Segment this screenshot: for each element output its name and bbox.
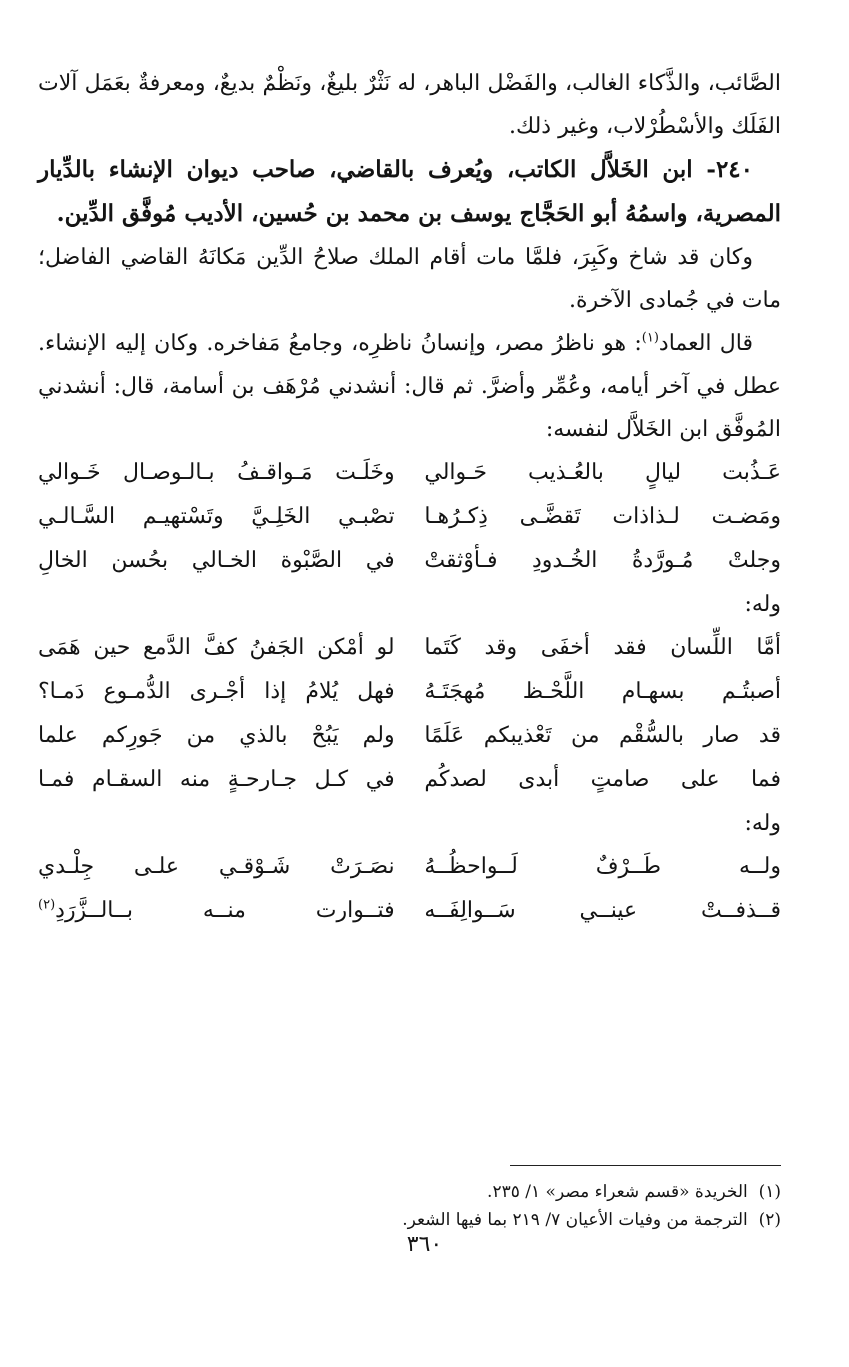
paragraph-1: الصَّائب، والذَّكاء الغالب، والفَضْل الباهر، له نَثْرٌ بليغٌ، ونَظْمٌ بديعٌ، ومعرفةٌ بعَمَل آلات الفَلَك والأسْطُرْلاب، وغير ذلك. bbox=[38, 71, 781, 139]
hemistich-second: لو أمْكن الجَفنُ كفَّ الدَّمع حين هَمَى bbox=[38, 635, 395, 660]
footnote-ref-2: (٢) bbox=[38, 897, 56, 913]
footnote-ref-1: (١) bbox=[641, 330, 659, 346]
hemistich-first: وجلتْ مُـورَّدةُ الخُـدودِ فـأوْثقتْ bbox=[424, 548, 781, 573]
poem-2 bbox=[38, 626, 781, 802]
footnote-2 bbox=[38, 1206, 781, 1234]
quote-intro: قال العماد bbox=[658, 331, 753, 356]
hemistich-first: فما على صامتٍ أبدى لصدكُم bbox=[424, 767, 781, 792]
verse-line bbox=[38, 670, 781, 714]
page-number: ٣٦٠ bbox=[406, 1232, 443, 1257]
paragraph-4 bbox=[38, 322, 781, 451]
verse-line bbox=[38, 758, 781, 802]
hemistich-second bbox=[38, 889, 395, 933]
poem-lead-3: وله: bbox=[744, 811, 781, 836]
poem-3 bbox=[38, 845, 781, 933]
paragraph-3: وكان قد شاخ وكَبِرَ، فلمَّا مات أقام الملك صلاحُ الدِّين مَكانَهُ القاضي الفاضل؛ مات في جُمادى الآخرة. bbox=[38, 245, 781, 313]
verse-line bbox=[38, 626, 781, 670]
verse-line bbox=[38, 495, 781, 539]
verse-line bbox=[38, 539, 781, 583]
verse-line bbox=[38, 714, 781, 758]
footnote-text: الخريدة «قسم شعراء مصر» ١/ ٢٣٥. bbox=[487, 1182, 748, 1202]
hemistich-second: في كـل جـارحـةٍ منه السقـام فمـا bbox=[38, 767, 395, 792]
poem-lead-2: وله: bbox=[744, 592, 781, 617]
quote-text: : هو ناظرُ مصر، وإنسانُ ناظرِه، وجامعُ مَفاخره. وكان إليه الإنشاء. عطل في آخر أيامه، وعُمِّر وأضرَّ. ثم قال: أنشدني مُرْهَف بن أسامة، قال: أنشدني المُوفَّق ابن الخَلاَّل لنفسه: bbox=[38, 331, 781, 442]
footnote-divider bbox=[510, 1165, 781, 1166]
hemistich-second: نصَـرَتْ شَـوْقـي علـى جِلْـدي bbox=[38, 854, 395, 879]
hemistich-first: أصبتُـم بسهـام اللَّحْـظ مُهجَتَـهُ bbox=[424, 679, 781, 704]
verse-line bbox=[38, 451, 781, 495]
hemistich-first: ومَضـت لـذاذات تَقضَّـى ذِكـرُهـا bbox=[424, 504, 781, 529]
hemistich-first: قــذفــتْ عينــي سَــوالِفَــه bbox=[424, 898, 781, 923]
footnote-number: (٢) bbox=[758, 1210, 781, 1230]
hemistich-second: تصْبـي الخَلِـيَّ وتَسْتهيـم السَّـالـي bbox=[38, 504, 395, 529]
hemistich-first: عَـذُبت ليالٍ بالعُـذيب حَـوالي bbox=[424, 460, 781, 485]
hemistich-first: أمَّا اللِّسان فقد أخفَى وقد كَتَما bbox=[424, 635, 781, 660]
footnote-1 bbox=[38, 1178, 781, 1206]
footnotes bbox=[38, 1178, 781, 1234]
footnote-number: (١) bbox=[758, 1182, 781, 1202]
poem-1 bbox=[38, 451, 781, 583]
main-text bbox=[38, 62, 781, 933]
hemistich-second: وخَلَـت مَـواقـفُ بـالـوصـال خَـوالي bbox=[38, 460, 395, 485]
verse-line bbox=[38, 889, 781, 933]
hemistich-second: في الصَّبْوة الخـالي بحُسن الخالِ bbox=[38, 548, 395, 573]
verse-line bbox=[38, 845, 781, 889]
hemistich-text: فتــوارت منــه بــالــزَّرَدِ bbox=[55, 898, 395, 923]
hemistich-first: قد صار بالسُّقْم من تَعْذيبكم عَلَمًا bbox=[424, 723, 781, 748]
entry-heading-240: ٢٤٠- ابن الخَلاَّل الكاتب، ويُعرف بالقاضي، صاحب ديوان الإنشاء بالدِّيار المصرية، واسمُهُ أبو الحَجَّاج يوسف بن محمد بن حُسين، الأديب مُوفَّق الدِّين. bbox=[38, 156, 781, 227]
hemistich-second: فهل يُلامُ إذا أجْـرى الدُّمـوع دَمـا؟ bbox=[38, 679, 395, 704]
hemistich-second: ولم يَبُحْ بالذي من جَورِكم علما bbox=[38, 723, 395, 748]
hemistich-first: ولــه طَــرْفٌ لَــواحظُــهُ bbox=[424, 854, 781, 879]
footnote-text: الترجمة من وفيات الأعيان ٧/ ٢١٩ بما فيها الشعر. bbox=[402, 1210, 748, 1230]
